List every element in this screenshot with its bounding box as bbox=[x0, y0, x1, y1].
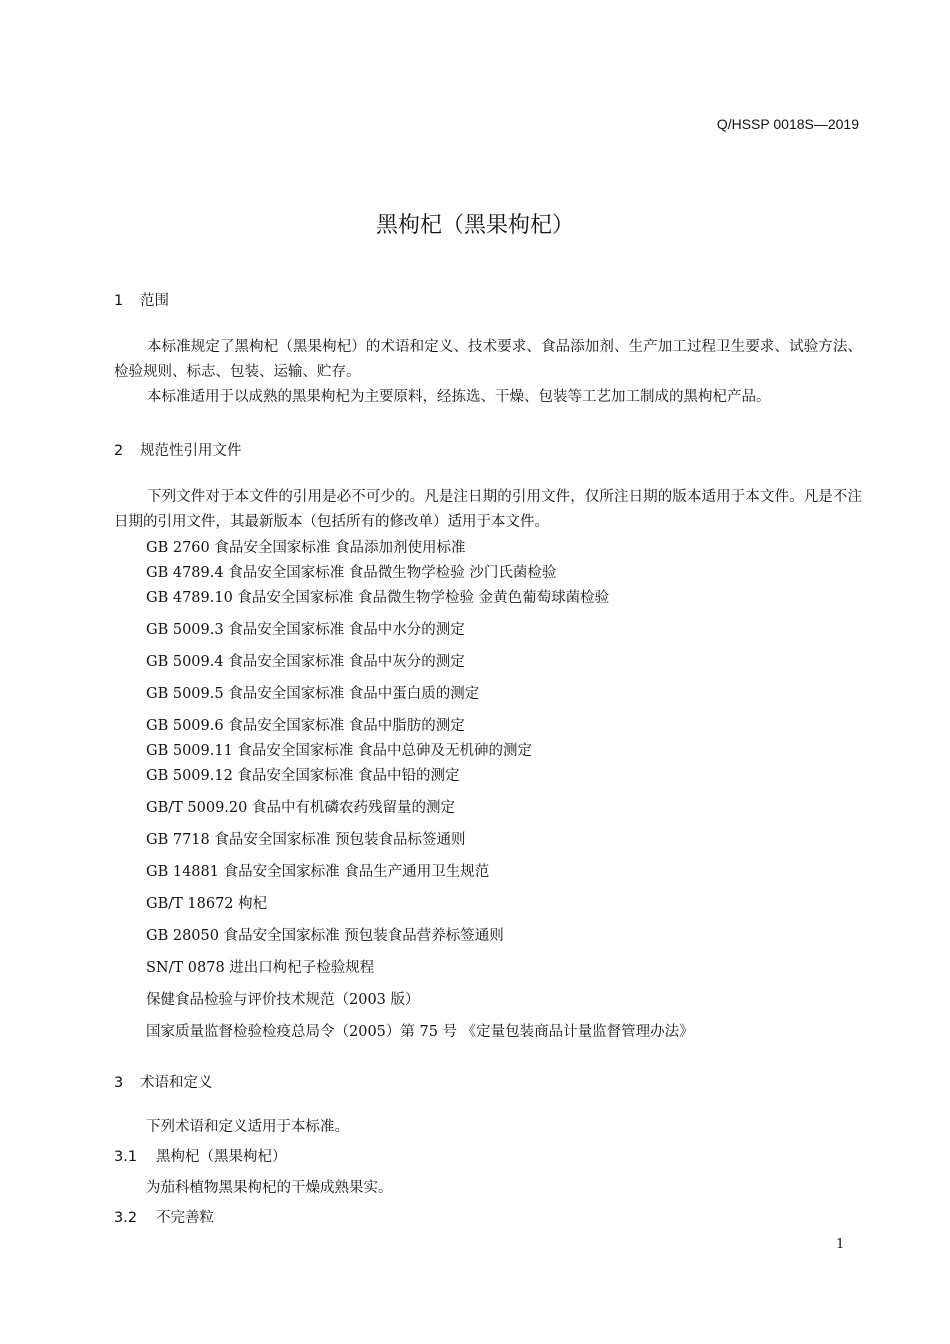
section-number: 1 bbox=[114, 293, 124, 309]
reference-item: GB 5009.4 食品安全国家标准 食品中灰分的测定 bbox=[146, 654, 465, 670]
reference-item: 国家质量监督检验检疫总局令（2005）第 75 号 《定量包装商品计量监督管理办法》 bbox=[146, 1024, 694, 1040]
term-title: 黑枸杞（黑果枸杞） bbox=[156, 1149, 287, 1165]
scope-paragraph-1: 本标准规定了黑枸杞（黑果枸杞）的术语和定义、技术要求、食品添加剂、生产加工过程卫生要求、试验方法、检验规则、标志、包装、运输、贮存。 bbox=[114, 339, 862, 380]
reference-item: GB 4789.4 食品安全国家标准 食品微生物学检验 沙门氏菌检验 bbox=[146, 565, 557, 581]
reference-item: GB/T 18672 枸杞 bbox=[146, 896, 268, 912]
reference-item: GB 14881 食品安全国家标准 食品生产通用卫生规范 bbox=[146, 864, 490, 880]
reference-item: GB 28050 食品安全国家标准 预包装食品营养标签通则 bbox=[146, 928, 504, 944]
reference-item: GB 5009.6 食品安全国家标准 食品中脂肪的测定 bbox=[146, 718, 465, 734]
reference-item: 保健食品检验与评价技术规范（2003 版） bbox=[146, 992, 420, 1008]
reference-item: GB/T 5009.20 食品中有机磷农药残留量的测定 bbox=[146, 800, 455, 816]
section-title: 范围 bbox=[140, 293, 169, 309]
term-3-1-definition: 为茄科植物黑果枸杞的干燥成熟果实。 bbox=[146, 1180, 393, 1196]
section-title: 术语和定义 bbox=[140, 1075, 213, 1091]
reference-item: GB 5009.12 食品安全国家标准 食品中铅的测定 bbox=[146, 768, 460, 784]
section-number: 3 bbox=[114, 1075, 124, 1091]
standard-code: Q/HSSP 0018S—2019 bbox=[716, 116, 859, 132]
reference-item: SN/T 0878 进出口枸杞子检验规程 bbox=[146, 960, 375, 976]
term-number: 3.2 bbox=[114, 1210, 138, 1226]
reference-item: GB 2760 食品安全国家标准 食品添加剂使用标准 bbox=[146, 540, 466, 556]
term-3-1-heading bbox=[114, 1145, 287, 1166]
term-number: 3.1 bbox=[114, 1149, 138, 1165]
reference-item: GB 5009.5 食品安全国家标准 食品中蛋白质的测定 bbox=[146, 686, 480, 702]
scope-paragraph-2: 本标准适用于以成熟的黑果枸杞为主要原料，经拣选、干燥、包装等工艺加工制成的黑枸杞产品。 bbox=[147, 389, 771, 405]
section-number: 2 bbox=[114, 443, 124, 459]
section-1-heading bbox=[114, 289, 169, 310]
term-3-2-heading bbox=[114, 1206, 214, 1227]
section-title: 规范性引用文件 bbox=[140, 443, 242, 459]
normative-intro-paragraph: 下列文件对于本文件的引用是必不可少的。凡是注日期的引用文件，仅所注日期的版本适用于本文件。凡是不注日期的引用文件，其最新版本（包括所有的修改单）适用于本文件。 bbox=[114, 489, 862, 530]
term-title: 不完善粒 bbox=[156, 1210, 214, 1226]
reference-item: GB 4789.10 食品安全国家标准 食品微生物学检验 金黄色葡萄球菌检验 bbox=[146, 590, 610, 606]
page-number: 1 bbox=[836, 1237, 845, 1252]
reference-item: GB 5009.3 食品安全国家标准 食品中水分的测定 bbox=[146, 622, 465, 638]
reference-item: GB 5009.11 食品安全国家标准 食品中总砷及无机砷的测定 bbox=[146, 743, 533, 759]
reference-item: GB 7718 食品安全国家标准 预包装食品标签通则 bbox=[146, 832, 466, 848]
terms-intro-paragraph: 下列术语和定义适用于本标准。 bbox=[146, 1119, 349, 1135]
section-2-heading bbox=[114, 439, 242, 460]
section-3-heading bbox=[114, 1071, 213, 1092]
document-title: 黑枸杞（黑果枸杞） bbox=[375, 213, 574, 238]
